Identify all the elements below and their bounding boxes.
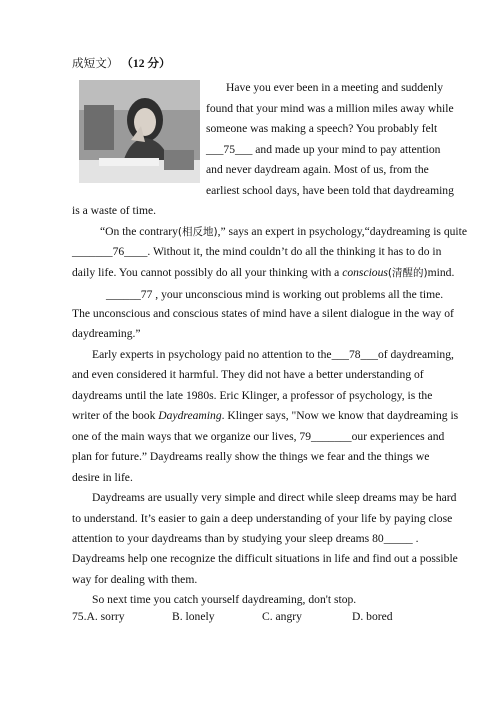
p2-line-3-a: daily life. You cannot possibly do all your thinking with a — [72, 266, 343, 279]
q75-option-b[interactable]: B. lonely — [172, 610, 215, 623]
p4-line-5-a: one of the main ways that we organize our lives, — [72, 430, 300, 443]
p1-line-3: someone was making a speech? You probably felt — [206, 122, 438, 135]
blank-77[interactable]: ______77 — [106, 288, 153, 301]
word-conscious: conscious — [342, 266, 388, 279]
blank-75[interactable]: ___75___ — [206, 143, 253, 156]
p6-line-1: So next time you catch yourself daydreaming, don't stop. — [92, 593, 357, 606]
p2-line-3-b: mind. — [427, 266, 455, 279]
p4-line-7: desire in life. — [72, 471, 133, 484]
p4-line-1-b: of daydreaming, — [377, 348, 454, 361]
book-title: Daydreaming — [158, 409, 222, 422]
heading-score: （12 分） — [121, 57, 171, 70]
p1-line-2: found that your mind was a million miles away while — [206, 102, 454, 115]
p4-line-1-a: Early experts in psychology paid no attention to the — [92, 348, 332, 361]
p2-line-3-cn: (清醒的) — [387, 267, 428, 279]
p4-line-4-b: . Klinger says, "Now we know that daydreaming is — [221, 409, 459, 422]
p4-line-5 — [72, 430, 444, 444]
p4-line-6: plan for future.” Daydreams really show the things we fear and the things we — [72, 450, 430, 463]
p1-line-4-text: and made up your mind to pay attention — [255, 143, 441, 156]
p4-line-3: daydreams until the late 1980s. Eric Klinger, a professor of psychology, is the — [72, 389, 433, 402]
p2-line-1 — [100, 225, 467, 239]
p5-line-3 — [72, 532, 418, 546]
p4-line-1 — [92, 348, 454, 362]
p5-line-2: to understand. It’s easier to gain a deep understanding of your life by paying close — [72, 512, 453, 525]
p1-line-1: Have you ever been in a meeting and suddenly — [226, 81, 443, 94]
p2-line-1-cn: (相反地) — [177, 226, 218, 238]
p5-line-5: way for dealing with them. — [72, 573, 198, 586]
illustration-photo — [79, 80, 200, 183]
blank-80[interactable]: 80_____ — [372, 532, 413, 545]
q75-option-d[interactable]: D. bored — [352, 610, 393, 623]
heading-title: 成短文） — [72, 57, 119, 70]
p2-line-3 — [72, 266, 454, 280]
blank-79[interactable]: 79_______ — [299, 430, 352, 443]
p1-line-6: earliest school days, have been told that daydreaming — [206, 184, 454, 197]
p1-line-7: is a waste of time. — [72, 204, 157, 217]
p4-line-4-a: writer of the book — [72, 409, 159, 422]
p4-line-5-b: our experiences and — [351, 430, 445, 443]
p4-line-4 — [72, 409, 458, 423]
q75-option-c[interactable]: C. angry — [262, 610, 302, 623]
p3-line-3: daydreaming.” — [72, 327, 141, 340]
p5-line-3-a: attention to your daydreams than by studying your sleep dreams — [72, 532, 373, 545]
p2-line-1-b: ,” says an expert in psychology,“daydreaming is quite — [217, 225, 468, 238]
p1-line-5: and never daydream again. Most of us, from the — [206, 163, 429, 176]
blank-78[interactable]: ___78___ — [331, 348, 378, 361]
q75-option-a[interactable]: 75.A. sorry — [72, 610, 125, 623]
section-heading — [72, 55, 171, 71]
blank-76[interactable]: _______76____ — [72, 245, 148, 258]
p5-line-4: Daydreams help one recognize the difficult situations in life and find out a possible — [72, 552, 458, 565]
p1-line-4 — [206, 143, 440, 157]
p3-line-1 — [106, 288, 443, 302]
p4-line-2: and even considered it harmful. They did not have a better understanding of — [72, 368, 424, 381]
p2-line-2 — [72, 245, 441, 259]
p5-line-3-b: . — [412, 532, 419, 545]
p5-line-1: Daydreams are usually very simple and direct while sleep dreams may be hard — [92, 491, 457, 504]
p2-line-1-a: “On the contrary — [100, 225, 178, 238]
p3-line-2: The unconscious and conscious states of mind have a silent dialogue in the way of — [72, 307, 454, 320]
p2-line-2-text: . Without it, the mind couldn’t do all the thinking it has to do in — [147, 245, 442, 258]
p3-line-1-text: , your unconscious mind is working out problems all the time. — [152, 288, 444, 301]
